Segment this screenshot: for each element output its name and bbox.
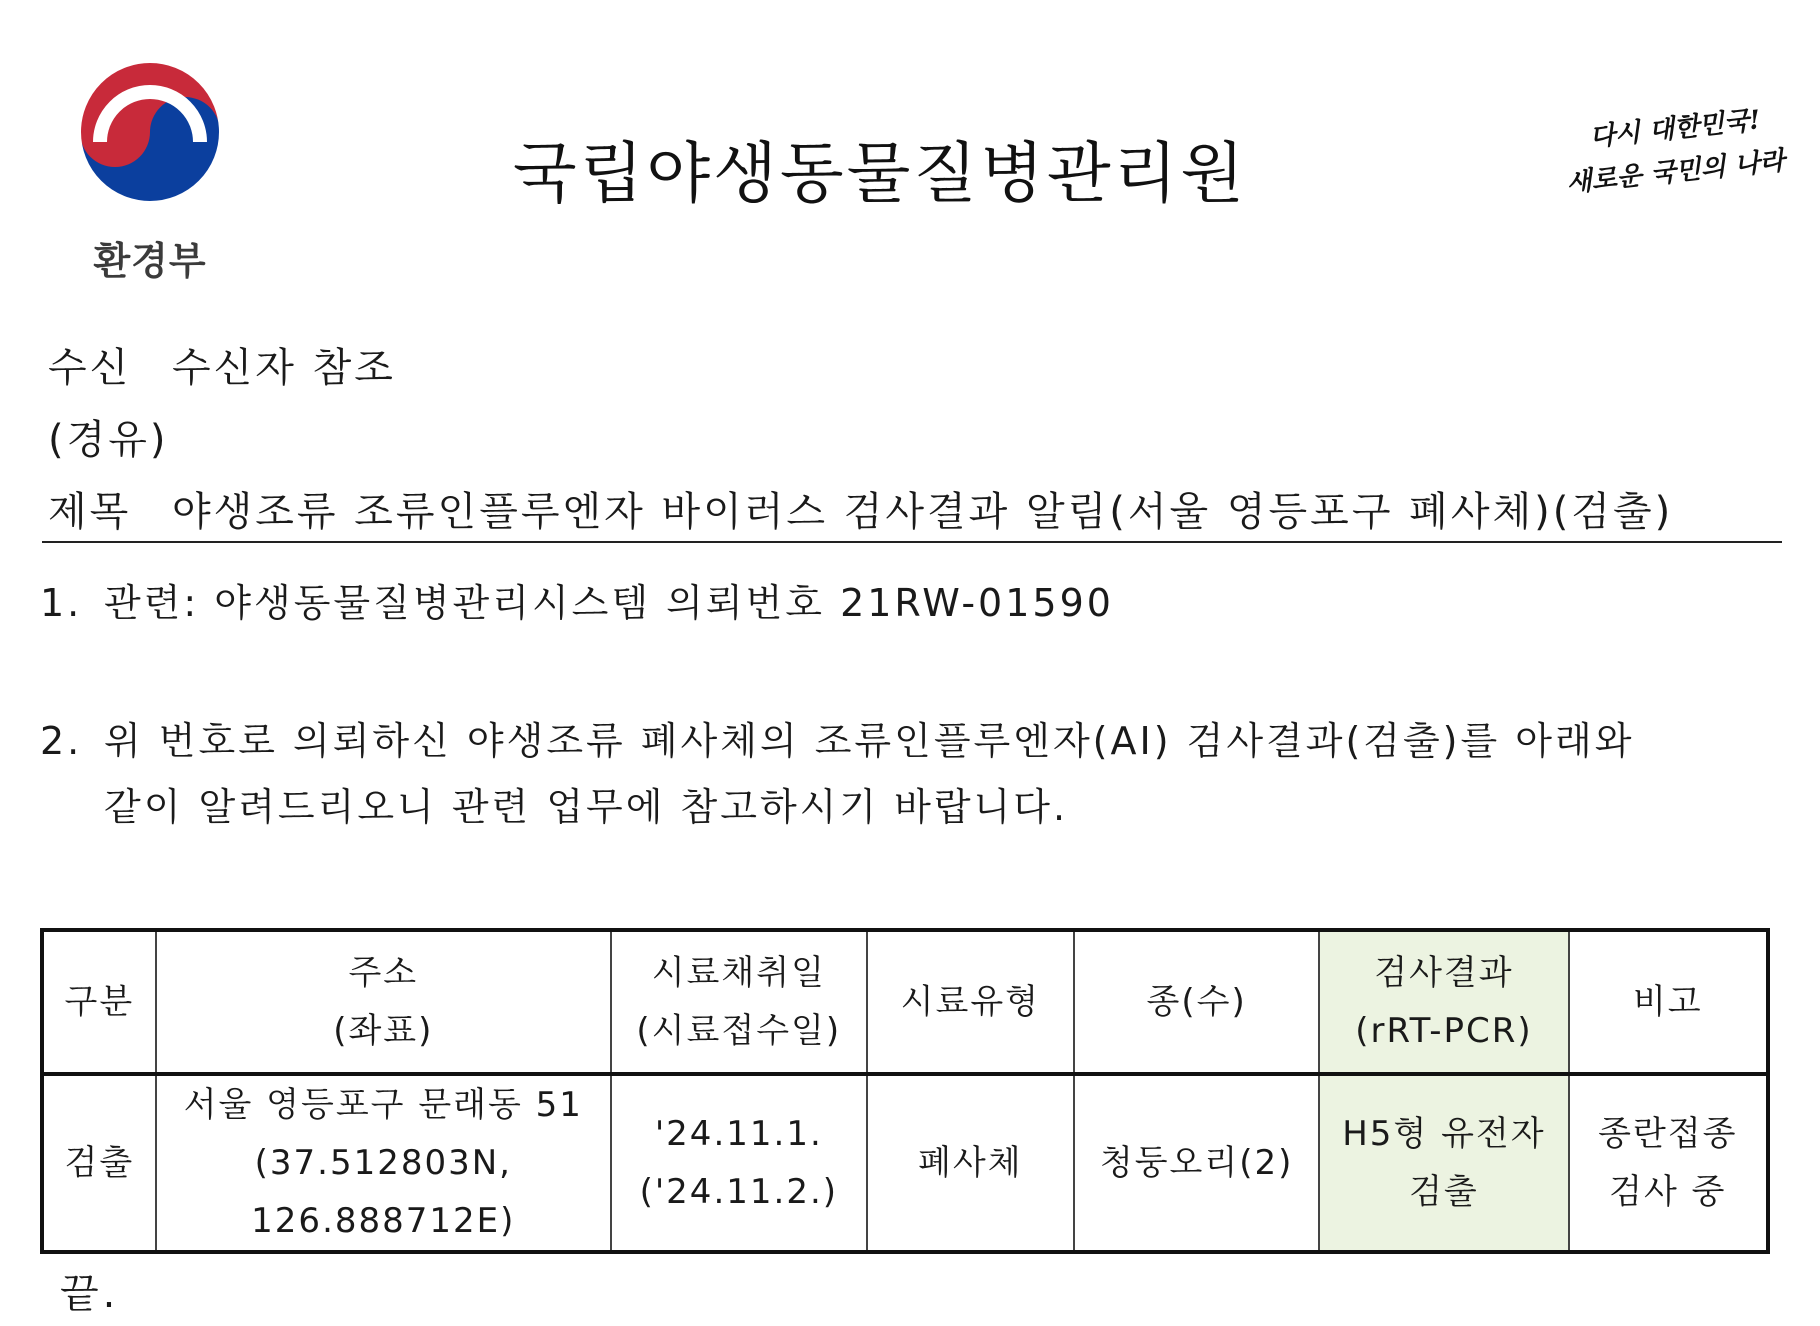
item-2-number: 2. xyxy=(40,719,83,763)
taegeuk-emblem-icon xyxy=(78,60,222,204)
item-2-line-2: 같이 알려드리오니 관련 업무에 참고하시기 바랍니다. xyxy=(104,785,1069,829)
subject-value: 야생조류 조류인플루엔자 바이러스 검사결과 알림(서울 영등포구 폐사체)(검출) xyxy=(172,489,1674,535)
cell-sample-date: '24.11.1. ('24.11.2.) xyxy=(611,1074,867,1252)
slogan xyxy=(1560,96,1797,200)
header-species: 종(수) xyxy=(1074,930,1319,1074)
table-header-row xyxy=(42,930,1768,1074)
slogan-line-1: 다시 대한민국! xyxy=(1588,105,1762,153)
subject-label: 제목 xyxy=(48,489,132,535)
recipient-value: 수신자 참조 xyxy=(172,345,396,391)
slogan-line-2: 새로운 국민의 나라 xyxy=(1565,145,1787,199)
header-category: 구분 xyxy=(42,930,156,1074)
subject-row xyxy=(48,480,1673,537)
via-label: (경유) xyxy=(48,417,169,463)
via-row xyxy=(48,408,169,465)
ministry-logo xyxy=(78,60,222,285)
header-address: 주소 (좌표) xyxy=(156,930,611,1074)
header-sample-type: 시료유형 xyxy=(867,930,1074,1074)
item-1-number: 1. xyxy=(40,581,83,625)
header-test-result: 검사결과 (rRT-PCR) xyxy=(1319,930,1568,1074)
cell-category: 검출 xyxy=(42,1074,156,1252)
cell-sample-type: 폐사체 xyxy=(867,1074,1074,1252)
recipient-label: 수신 xyxy=(48,345,132,391)
cell-address: 서울 영등포구 문래동 51 (37.512803N, 126.888712E) xyxy=(156,1074,611,1252)
item-2-continuation xyxy=(104,776,1068,831)
header-divider xyxy=(42,541,1782,543)
header-remarks: 비고 xyxy=(1569,930,1768,1074)
cell-test-result: H5형 유전자 검출 xyxy=(1319,1074,1568,1252)
org-title: 국립야생동물질병관리원 xyxy=(512,135,1248,212)
ministry-name: 환경부 xyxy=(93,239,207,283)
cell-species: 청둥오리(2) xyxy=(1074,1074,1319,1252)
result-table xyxy=(40,928,1770,1254)
table-row xyxy=(42,1074,1768,1252)
recipient-row xyxy=(48,336,396,393)
closing-mark: 끝. xyxy=(60,1271,120,1317)
cell-remarks: 종란접종 검사 중 xyxy=(1569,1074,1768,1252)
item-1-text: 관련: 야생동물질병관리시스템 의뢰번호 21RW-01590 xyxy=(104,581,1114,625)
item-1 xyxy=(40,572,1114,627)
item-2 xyxy=(40,710,1634,765)
item-2-line-1: 위 번호로 의뢰하신 야생조류 폐사체의 조류인플루엔자(AI) 검사결과(검출)를 아래와 xyxy=(104,719,1635,763)
header-sample-date: 시료채취일 (시료접수일) xyxy=(611,930,867,1074)
